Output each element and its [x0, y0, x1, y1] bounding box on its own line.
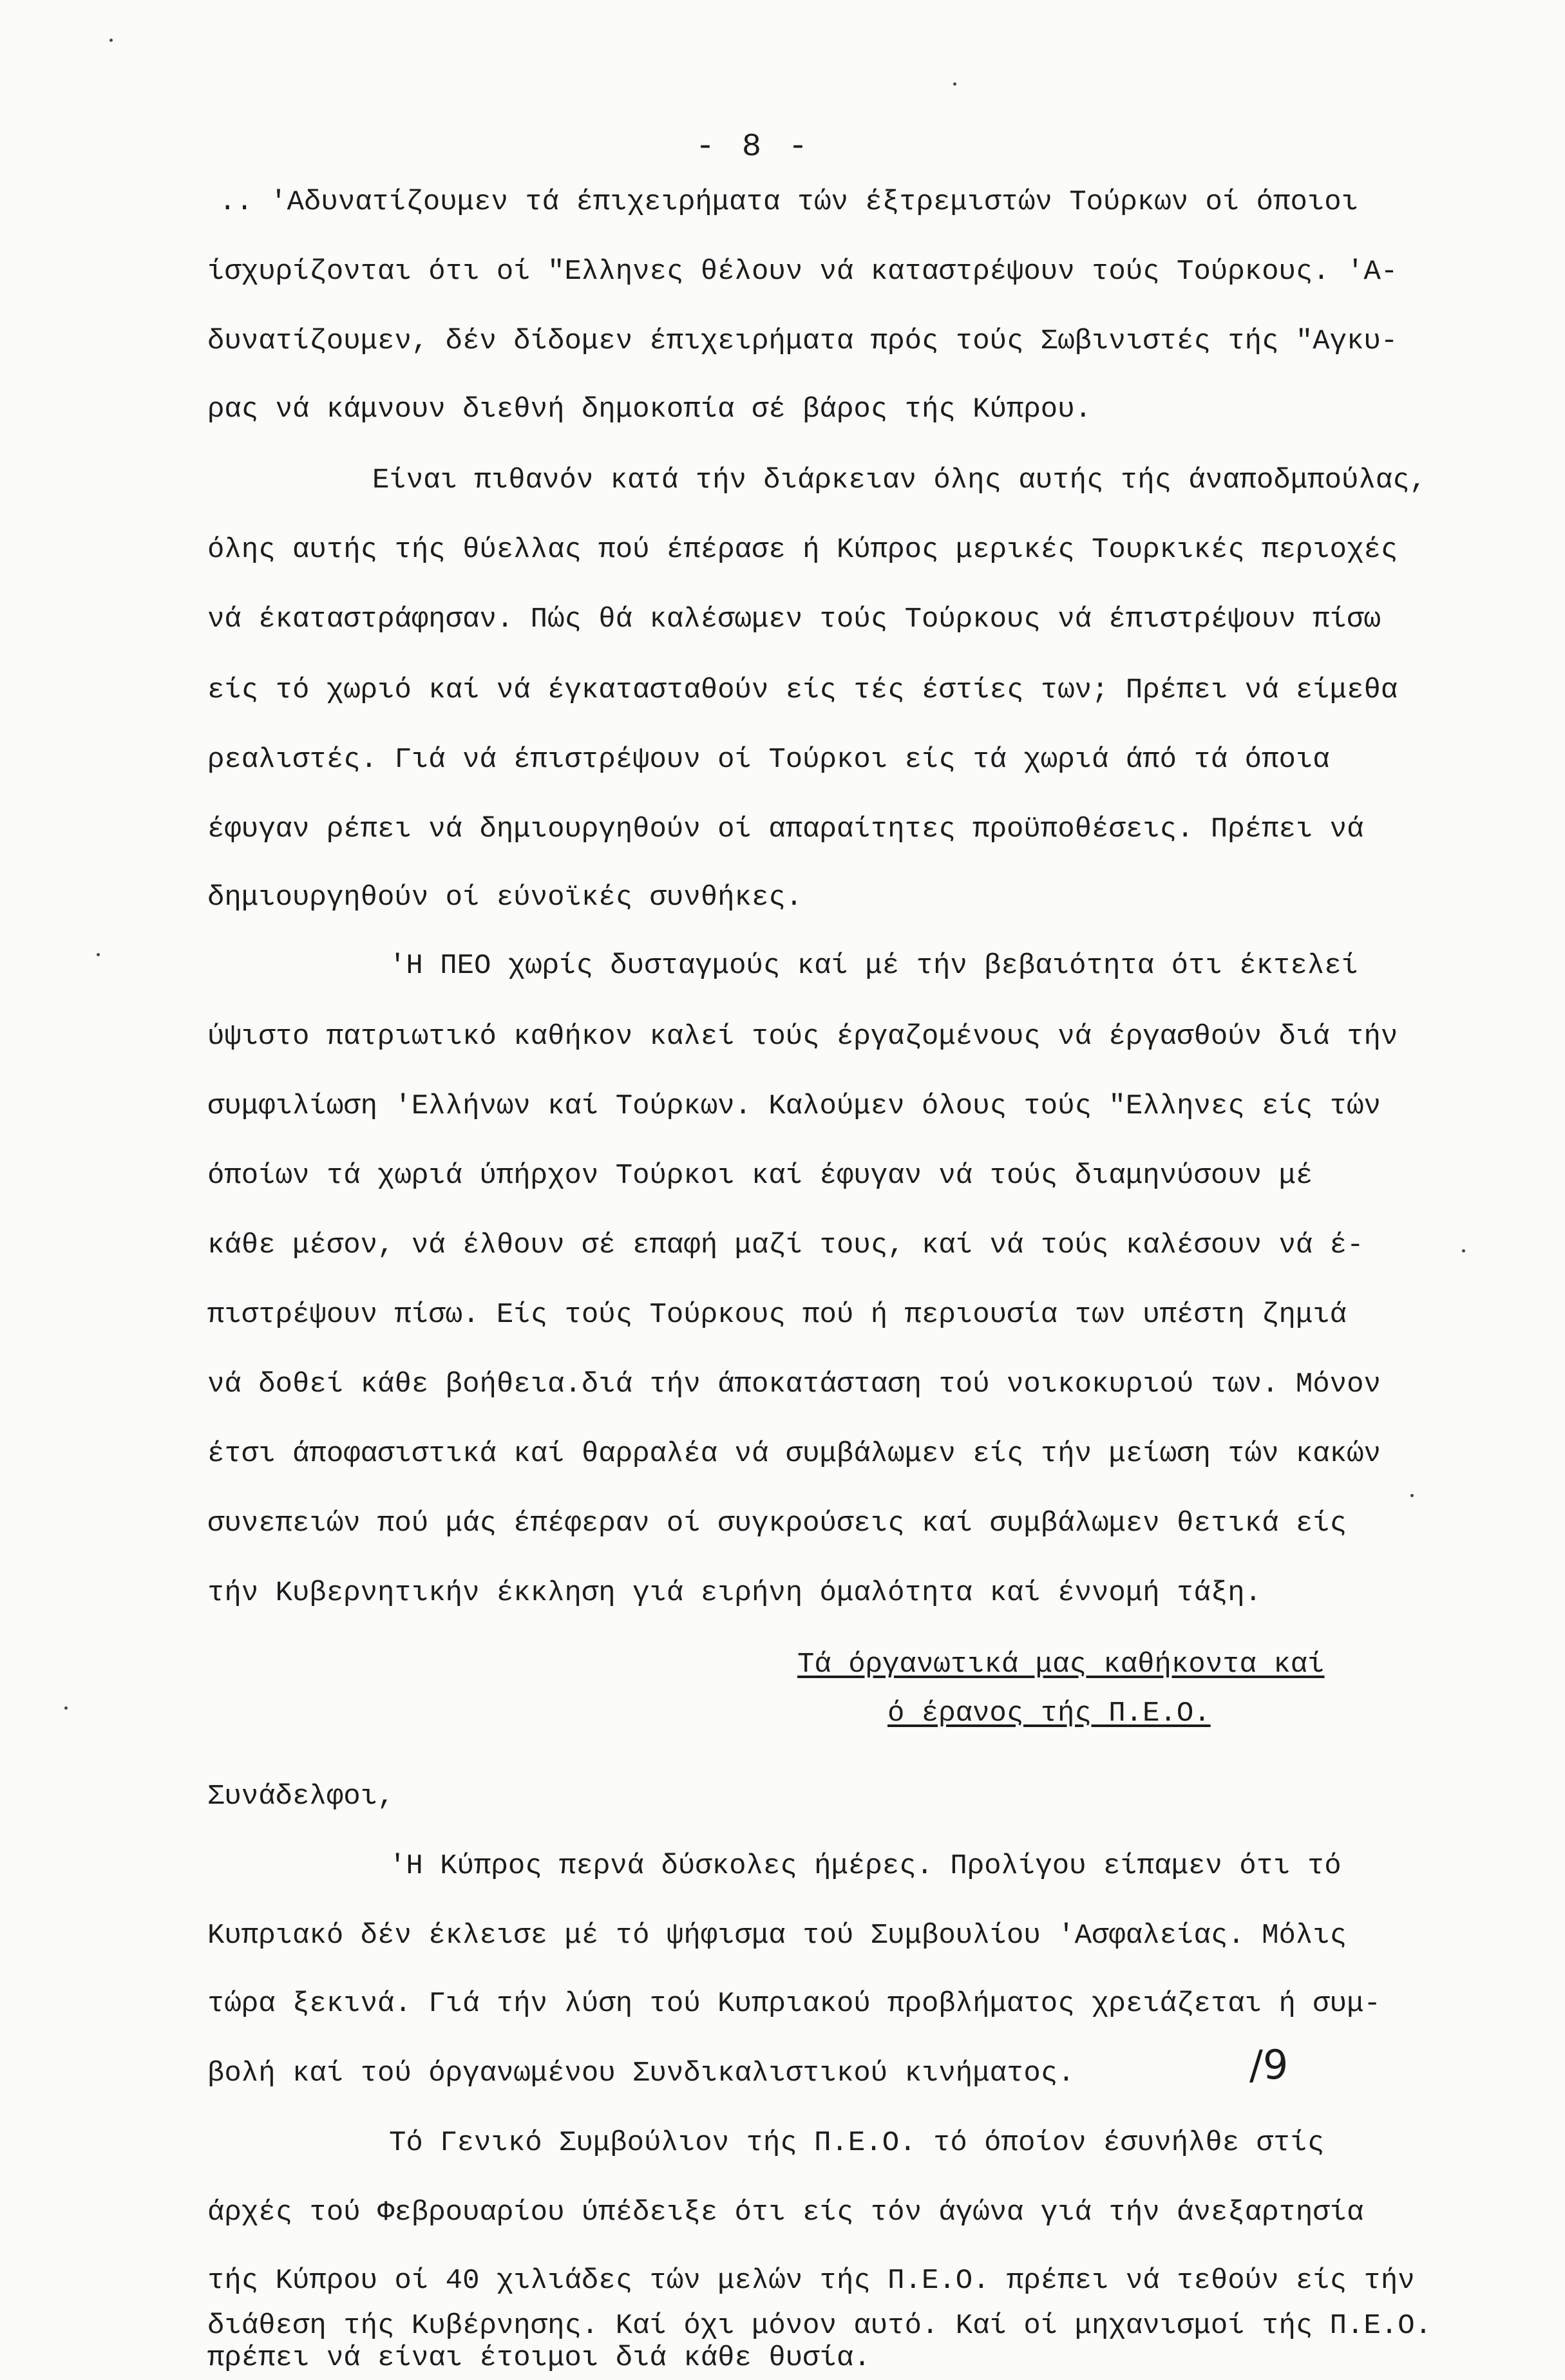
text-line: νά δοθεί κάθε βοήθεια.διά τήν άποκατάσταση τού νοικοκυριού των. Μόνον	[207, 1368, 1381, 1401]
text-line: δυνατίζουμεν, δέν δίδομεν έπιχειρήματα πρός τούς Σωβινιστές τής "Αγκυ-	[207, 325, 1398, 357]
text-line: Τό Γενικό Συμβούλιον τής Π.Ε.Ο. τό όποίον έσυνήλθε στίς	[389, 2127, 1325, 2159]
scan-speck	[64, 1706, 68, 1710]
text-line: .. 'Αδυνατίζουμεν τά έπιχειρήματα τών έξτρεμιστών Τούρκων οί όποιοι	[219, 186, 1359, 218]
scan-speck	[97, 953, 100, 956]
text-line: ύψιστο πατριωτικό καθήκον καλεί τούς έργαζομένους νά έργασθούν διά τήν	[207, 1021, 1398, 1053]
text-line: Είναι πιθανόν κατά τήν διάρκειαν όλης αυτής τής άναποδμπούλας,	[372, 464, 1427, 496]
text-line: ρεαλιστές. Γιά νά έπιστρέψουν οί Τούρκοι είς τά χωριά άπό τά όποια	[207, 744, 1330, 776]
text-line: όλης αυτής τής θύελλας πού έπέρασε ή Κύπρος μερικές Τουρκικές περιοχές	[207, 534, 1398, 566]
text-line: δημιουργηθούν οί εύνοϊκές συνθήκες.	[207, 882, 803, 914]
section-heading-line1: Τά όργανωτικά μας καθήκοντα καί	[797, 1648, 1325, 1681]
text-line: 'Η Κύπρος περνά δύσκολες ήμέρες. Προλίγου είπαμεν ότι τό	[389, 1850, 1342, 1882]
text-line: άρχές τού Φεβρουαρίου ύπέδειξε ότι είς τόν άγώνα γιά τήν άνεξαρτησία	[207, 2196, 1364, 2229]
text-line: 'Η ΠΕΟ χωρίς δυσταγμούς καί μέ τήν βεβαιότητα ότι έκτελεί	[389, 950, 1359, 982]
text-line: τήν Κυβερνητικήν έκκληση γιά ειρήνη όμαλότητα καί έννομή τάξη.	[207, 1577, 1262, 1609]
text-line: συνεπειών πού μάς έπέφεραν οί συγκρούσεις καί συμβάλωμεν θετικά είς	[207, 1507, 1347, 1540]
text-line: νά έκαταστράφησαν. Πώς θά καλέσωμεν τούς Τούρκους νά έπιστρέψουν πίσω	[207, 603, 1381, 636]
text-line: διάθεση τής Κυβέρνησης. Καί όχι μόνον αυτό. Καί οί μηχανισμοί τής Π.Ε.Ο.	[207, 2310, 1432, 2342]
salutation: Συνάδελφοι,	[207, 1780, 395, 1813]
text-line: πρέπει νά είναι έτοιμοι διά κάθε θυσία.	[207, 2342, 871, 2374]
text-line: έτσι άποφασιστικά καί θαρραλέα νά συμβάλωμεν είς τήν μείωση τών κακών	[207, 1438, 1381, 1470]
section-heading-line2: ό έρανος τής Π.Ε.Ο.	[887, 1697, 1211, 1730]
text-line: τώρα ξεκινά. Γιά τήν λύση τού Κυπριακού προβλήματος χρειάζεται ή συμ-	[207, 1988, 1381, 2020]
text-line: τής Κύπρου οί 40 χιλιάδες τών μελών τής Π.Ε.Ο. πρέπει νά τεθούν είς τήν	[207, 2265, 1415, 2297]
text-line: κάθε μέσον, νά έλθουν σέ επαφή μαζί τους, καί νά τούς καλέσουν νά έ-	[207, 1229, 1364, 1261]
text-line: βολή καί τού όργανωμένου Συνδικαλιστικού κινήματος.	[207, 2057, 1075, 2090]
text-line: έφυγαν ρέπει νά δημιουργηθούν οί απαραίτητες προϋποθέσεις. Πρέπει νά	[207, 813, 1364, 845]
text-line: ίσχυρίζονται ότι οί "Ελληνες θέλουν νά καταστρέψουν τούς Τούρκους. 'Α-	[207, 256, 1398, 288]
text-line: ρας νά κάμνουν διεθνή δημοκοπία σέ βάρος τής Κύπρου.	[207, 393, 1092, 426]
text-line: πιστρέψουν πίσω. Είς τούς Τούρκους πού ή περιουσία των υπέστη ζημιά	[207, 1299, 1347, 1331]
text-line: είς τό χωριό καί νά έγκατασταθούν είς τές έστίες των; Πρέπει νά είμεθα	[207, 674, 1398, 706]
continuation-mark: /9	[1249, 2041, 1289, 2088]
page-number: - 8 -	[696, 129, 812, 165]
text-line: συμφιλίωση 'Ελλήνων καί Τούρκων. Καλούμεν όλους τούς "Ελληνες είς τών	[207, 1090, 1381, 1122]
scan-speck	[109, 39, 113, 42]
scan-speck	[1410, 1494, 1414, 1497]
text-line: όποίων τά χωριά ύπήρχον Τούρκοι καί έφυγαν νά τούς διαμηνύσουν μέ	[207, 1160, 1313, 1192]
scan-speck	[953, 82, 956, 86]
text-line: Κυπριακό δέν έκλεισε μέ τό ψήφισμα τού Συμβουλίου 'Ασφαλείας. Μόλις	[207, 1920, 1347, 1952]
scan-speck	[1462, 1249, 1465, 1252]
